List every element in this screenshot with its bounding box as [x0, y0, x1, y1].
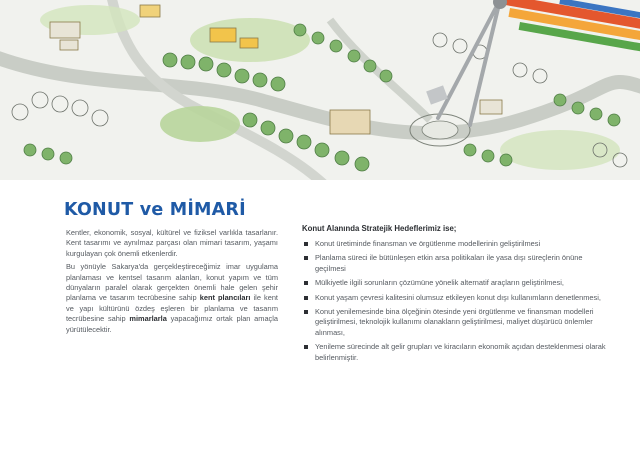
square-bullet-icon [304, 242, 308, 246]
intro-paragraph-2 [66, 262, 278, 335]
goal-text: Konut yenilemesinde bina ölçeğinin ötesinde yeni örgütlenme ve finansman modelleri geliştirilmesi, teknolojik kullanımı olanakların geliştirilmesi, maliyet düşürücü önlemler alınması, [315, 307, 594, 337]
square-bullet-icon [304, 296, 308, 300]
strategic-goals-section [302, 224, 612, 367]
square-bullet-icon [304, 310, 308, 314]
intro-paragraph-1: Kentler, ekonomik, sosyal, kültürel ve fiziksel varlıkla tasarlanır. Kent tasarımı ve aynılmaz parçası olan mimari tasarım, yaşamı kurgulayan çok önemli etkenlerdir. [66, 228, 278, 258]
hero-image [0, 0, 640, 180]
square-bullet-icon [304, 281, 308, 285]
goal-item [302, 278, 612, 288]
goal-text: Planlama süreci ile bütünleşen etkin arsa politikaları ile yasa dışı süreçlerin önüne geçilmesi [315, 253, 583, 273]
goal-text: Mülkiyetle ilgili sorunların çözümüne yönelik alternatif araçların geliştirilmesi, [315, 278, 564, 288]
bold-kent-plancilari: kent plancıları [199, 293, 251, 303]
goal-text: Yenileme sürecinde alt gelir grupları ve kiracıların ekonomik açıdan desteklenmesi olarak belirlenmiştir. [315, 342, 606, 362]
bold-mimarlarla: mimarlarla [129, 314, 167, 324]
goal-text: Konut yaşam çevresi kalitesini olumsuz etkileyen konut dışı kullanımların denetlenmesi, [315, 292, 601, 302]
strategic-goals-list [302, 239, 612, 363]
square-bullet-icon [304, 256, 308, 260]
goal-item [302, 239, 612, 249]
goal-item [302, 253, 612, 274]
goal-text: Konut üretiminde finansman ve örgütlenme modellerinin geliştirilmesi [315, 239, 541, 248]
goal-item [302, 342, 612, 363]
strategic-goals-heading: Konut Alanında Stratejik Hedeflerimiz ise; [302, 224, 457, 233]
intro-paragraph-2-middle: ile kent ve yapı kültürünü özdeş eşleren bir planlama ve tasarım tecrübesine sahip [66, 293, 278, 324]
site-plan-drawing-illustration [0, 0, 640, 180]
intro-paragraph-2-end: yapacağımız ortak plan amaçla yürütülecektir. [66, 314, 279, 334]
goal-item [302, 307, 612, 338]
goal-item [302, 293, 612, 303]
square-bullet-icon [304, 345, 308, 349]
page-title: KONUT ve MİMARİ [64, 200, 246, 220]
intro-text [66, 228, 278, 338]
intro-paragraph-2-text: Bu yönüyle Sakarya'da gerçekleştireceğimiz imar uygulama planlaması ve kentsel tasarım alanları, konut yapım ve tüm dünyaların paralel olarak gerçekten önemli hale gelen şehir planlama ve tasarım tecrübesine sahip [66, 262, 278, 303]
